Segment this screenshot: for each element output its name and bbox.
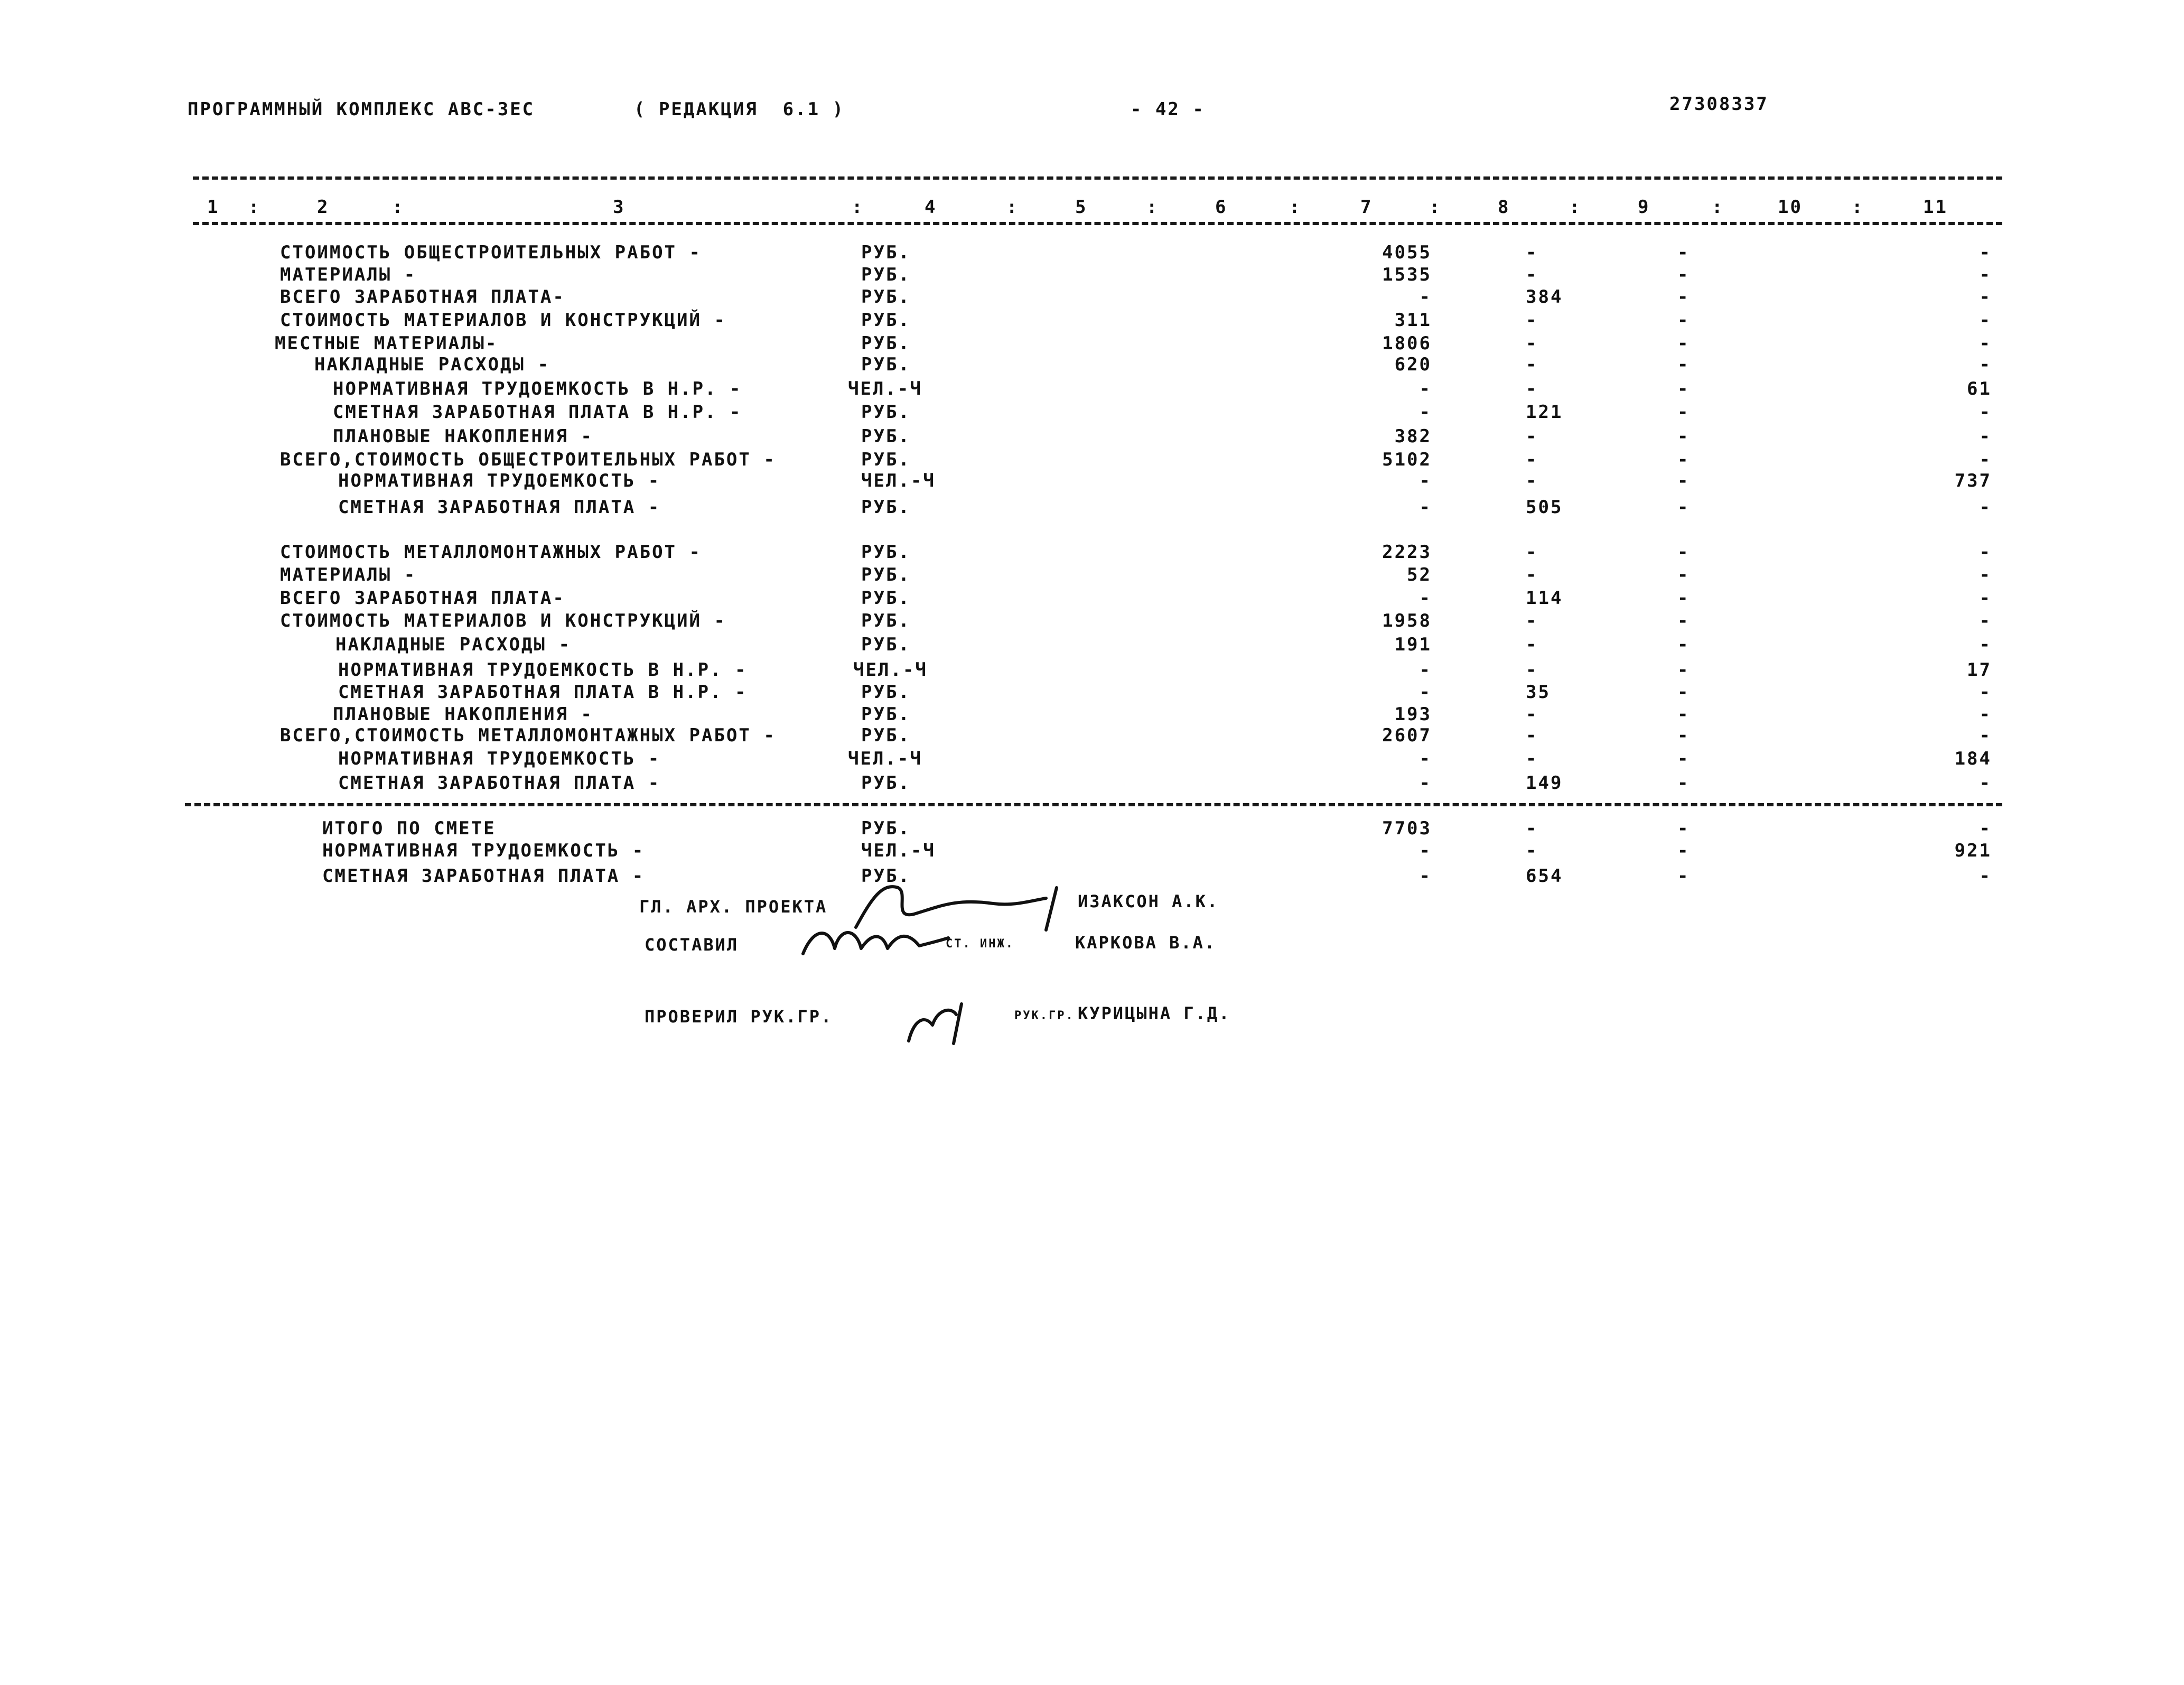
row-col11: - — [1979, 704, 1992, 725]
row-col7: 620 — [1394, 354, 1432, 375]
row-col8: - — [1526, 610, 1538, 631]
row-col7: 191 — [1394, 634, 1432, 655]
row-label: СТОИМОСТЬ МАТЕРИАЛОВ И КОНСТРУКЦИЙ - — [280, 310, 726, 331]
row-unit: РУБ. — [861, 865, 911, 887]
row-col9: - — [1677, 470, 1690, 491]
row-label: ВСЕГО,СТОИМОСТЬ ОБЩЕСТРОИТЕЛЬНЫХ РАБОТ - — [280, 449, 776, 470]
row-col8: - — [1526, 449, 1538, 470]
row-col9: - — [1677, 840, 1690, 861]
table-row — [0, 748, 2184, 771]
row-col7: 193 — [1394, 704, 1432, 725]
row-label: СМЕТНАЯ ЗАРАБОТНАЯ ПЛАТА В Н.Р. - — [338, 682, 748, 703]
table-row — [0, 865, 2184, 889]
row-col9: - — [1677, 682, 1690, 703]
row-unit: РУБ. — [861, 310, 911, 331]
row-col9: - — [1677, 772, 1690, 794]
row-col9: - — [1677, 704, 1690, 725]
row-unit: РУБ. — [861, 264, 911, 285]
row-col11: - — [1979, 242, 1992, 263]
table-row — [0, 354, 2184, 377]
row-col8: 505 — [1526, 497, 1563, 518]
row-unit: РУБ. — [861, 610, 911, 631]
row-col9: - — [1677, 264, 1690, 285]
row-col7: - — [1419, 378, 1432, 399]
row-col8: 384 — [1526, 286, 1563, 308]
row-unit: РУБ. — [861, 426, 911, 447]
row-label: ИТОГО ПО СМЕТЕ — [322, 818, 496, 839]
row-unit: ЧЕЛ.-Ч — [853, 659, 928, 681]
handwritten-signature — [903, 999, 988, 1046]
signer-role-checked: ПРОВЕРИЛ РУК.ГР. — [645, 1007, 833, 1027]
row-label: НОРМАТИВНАЯ ТРУДОЕМКОСТЬ - — [338, 470, 661, 491]
col-header-5: 5 — [1075, 197, 1088, 218]
row-label: ВСЕГО,СТОИМОСТЬ МЕТАЛЛОМОНТАЖНЫХ РАБОТ - — [280, 725, 776, 746]
row-col7: 1535 — [1382, 264, 1432, 285]
row-col9: - — [1677, 286, 1690, 308]
signer-name-checked: КУРИЦЫНА Г.Д. — [1078, 1003, 1231, 1023]
row-label: СТОИМОСТЬ ОБЩЕСТРОИТЕЛЬНЫХ РАБОТ - — [280, 242, 702, 263]
row-unit: ЧЕЛ.-Ч — [848, 748, 922, 769]
table-row — [0, 542, 2184, 565]
row-col7: - — [1419, 286, 1432, 308]
row-label: СМЕТНАЯ ЗАРАБОТНАЯ ПЛАТА В Н.Р. - — [333, 402, 742, 423]
col-header-11: 11 — [1923, 197, 1948, 218]
row-col11: - — [1979, 449, 1992, 470]
col-header-9: 9 — [1638, 197, 1650, 218]
row-col11: - — [1979, 865, 1992, 887]
col-header-sep: : — [1006, 197, 1019, 218]
row-col7: 2223 — [1382, 542, 1432, 563]
signer-name-chief-architect: ИЗАКСОН А.К. — [1078, 891, 1219, 911]
row-col7: - — [1419, 588, 1432, 609]
header-top-rule — [193, 176, 2002, 180]
row-col8: 654 — [1526, 865, 1563, 887]
row-unit: ЧЕЛ.-Ч — [861, 470, 936, 491]
row-col11: 184 — [1954, 748, 1992, 769]
row-unit: РУБ. — [861, 542, 911, 563]
table-row — [0, 286, 2184, 310]
row-col7: 4055 — [1382, 242, 1432, 263]
row-col9: - — [1677, 378, 1690, 399]
table-row — [0, 588, 2184, 611]
col-header-sep: : — [392, 197, 405, 218]
row-label: НАКЛАДНЫЕ РАСХОДЫ - — [335, 634, 571, 655]
row-col7: 311 — [1394, 310, 1432, 331]
row-col7: 1958 — [1382, 610, 1432, 631]
row-col11: - — [1979, 564, 1992, 585]
row-label: ВСЕГО ЗАРАБОТНАЯ ПЛАТА- — [280, 588, 565, 609]
row-col7: - — [1419, 865, 1432, 887]
row-col9: - — [1677, 818, 1690, 839]
row-col7: - — [1419, 682, 1432, 703]
row-col9: - — [1677, 748, 1690, 769]
row-label: СМЕТНАЯ ЗАРАБОТНАЯ ПЛАТА - — [338, 497, 661, 518]
col-header-2: 2 — [317, 197, 330, 218]
row-unit: РУБ. — [861, 402, 911, 423]
row-col11: - — [1979, 497, 1992, 518]
row-unit: ЧЕЛ.-Ч — [861, 840, 936, 861]
table-row — [0, 840, 2184, 863]
row-col11: - — [1979, 772, 1992, 794]
row-col7: - — [1419, 470, 1432, 491]
col-header-sep: : — [248, 197, 261, 218]
row-col7: 5102 — [1382, 449, 1432, 470]
row-col11: 61 — [1967, 378, 1992, 399]
signer-title-compiled: СТ. ИНЖ. — [946, 937, 1014, 951]
row-label: СМЕТНАЯ ЗАРАБОТНАЯ ПЛАТА - — [322, 865, 645, 887]
page-number: - 42 - — [1131, 99, 1205, 120]
table-row — [0, 449, 2184, 472]
row-col11: 921 — [1954, 840, 1992, 861]
row-unit: РУБ. — [861, 588, 911, 609]
row-unit: РУБ. — [861, 682, 911, 703]
row-col9: - — [1677, 426, 1690, 447]
row-col7: - — [1419, 497, 1432, 518]
program-title: ПРОГРАММНЫЙ КОМПЛЕКС АВС-3ЕС — [188, 99, 535, 120]
row-col9: - — [1677, 564, 1690, 585]
row-unit: РУБ. — [861, 333, 911, 354]
row-col7: - — [1419, 402, 1432, 423]
col-header-7: 7 — [1360, 197, 1373, 218]
row-col8: - — [1526, 242, 1538, 263]
row-col8: - — [1526, 659, 1538, 681]
row-col8: 114 — [1526, 588, 1563, 609]
row-col8: - — [1526, 748, 1538, 769]
row-label: МЕСТНЫЕ МАТЕРИАЛЫ- — [275, 333, 498, 354]
signer-role-compiled: СОСТАВИЛ — [645, 935, 739, 955]
table-row — [0, 264, 2184, 287]
table-row — [0, 659, 2184, 683]
row-col7: - — [1419, 748, 1432, 769]
col-header-4: 4 — [925, 197, 937, 218]
row-label: СТОИМОСТЬ МАТЕРИАЛОВ И КОНСТРУКЦИЙ - — [280, 610, 726, 631]
row-col11: - — [1979, 818, 1992, 839]
table-row — [0, 426, 2184, 449]
row-col9: - — [1677, 865, 1690, 887]
row-col8: - — [1526, 354, 1538, 375]
row-col7: - — [1419, 659, 1432, 681]
row-label: ПЛАНОВЫЕ НАКОПЛЕНИЯ - — [333, 704, 593, 725]
row-unit: РУБ. — [861, 354, 911, 375]
row-col11: - — [1979, 542, 1992, 563]
row-label: НОРМАТИВНАЯ ТРУДОЕМКОСТЬ В Н.Р. - — [333, 378, 742, 399]
row-unit: РУБ. — [861, 704, 911, 725]
row-col8: - — [1526, 378, 1538, 399]
table-row — [0, 242, 2184, 265]
row-col7: - — [1419, 840, 1432, 861]
row-col7: 382 — [1394, 426, 1432, 447]
table-row — [0, 682, 2184, 705]
header-bottom-rule — [193, 222, 2002, 225]
col-header-1: 1 — [207, 197, 220, 218]
row-col7: 7703 — [1382, 818, 1432, 839]
row-col11: - — [1979, 264, 1992, 285]
row-label: ПЛАНОВЫЕ НАКОПЛЕНИЯ - — [333, 426, 593, 447]
row-col9: - — [1677, 542, 1690, 563]
row-col11: - — [1979, 588, 1992, 609]
row-col7: - — [1419, 772, 1432, 794]
row-col8: - — [1526, 840, 1538, 861]
col-header-sep: : — [1289, 197, 1302, 218]
row-col8: 121 — [1526, 402, 1563, 423]
row-col8: - — [1526, 818, 1538, 839]
signer-role-chief-architect: ГЛ. АРХ. ПРОЕКТА — [639, 897, 828, 917]
table-row — [0, 333, 2184, 356]
table-row — [0, 725, 2184, 748]
row-col9: - — [1677, 333, 1690, 354]
row-col9: - — [1677, 610, 1690, 631]
document-code: 27308337 — [1669, 94, 1769, 115]
row-col9: - — [1677, 634, 1690, 655]
row-col11: - — [1979, 725, 1992, 746]
row-col9: - — [1677, 588, 1690, 609]
row-col7: 2607 — [1382, 725, 1432, 746]
row-col11: 737 — [1954, 470, 1992, 491]
col-header-sep: : — [852, 197, 864, 218]
row-col11: - — [1979, 610, 1992, 631]
row-col8: - — [1526, 725, 1538, 746]
row-col8: - — [1526, 564, 1538, 585]
row-col11: - — [1979, 286, 1992, 308]
row-unit: РУБ. — [861, 818, 911, 839]
table-row — [0, 772, 2184, 796]
row-label: МАТЕРИАЛЫ - — [280, 564, 417, 585]
col-header-sep: : — [1146, 197, 1159, 218]
row-col7: 52 — [1407, 564, 1432, 585]
edition-label: ( РЕДАКЦИЯ 6.1 ) — [634, 99, 845, 120]
row-col8: - — [1526, 310, 1538, 331]
signer-name-compiled: КАРКОВА В.А. — [1075, 933, 1217, 953]
row-col9: - — [1677, 310, 1690, 331]
row-unit: РУБ. — [861, 725, 911, 746]
row-col8: 149 — [1526, 772, 1563, 794]
row-unit: РУБ. — [861, 286, 911, 308]
row-col9: - — [1677, 497, 1690, 518]
totals-rule — [185, 803, 2002, 806]
row-col8: - — [1526, 333, 1538, 354]
col-header-10: 10 — [1778, 197, 1803, 218]
row-label: НОРМАТИВНАЯ ТРУДОЕМКОСТЬ - — [338, 748, 661, 769]
row-unit: РУБ. — [861, 449, 911, 470]
col-header-3: 3 — [613, 197, 626, 218]
row-label: СТОИМОСТЬ МЕТАЛЛОМОНТАЖНЫХ РАБОТ - — [280, 542, 702, 563]
row-label: НАКЛАДНЫЕ РАСХОДЫ - — [314, 354, 550, 375]
row-col8: - — [1526, 426, 1538, 447]
row-col8: - — [1526, 704, 1538, 725]
row-col8: - — [1526, 634, 1538, 655]
row-unit: РУБ. — [861, 242, 911, 263]
table-row — [0, 564, 2184, 588]
row-unit: РУБ. — [861, 497, 911, 518]
row-col8: - — [1526, 542, 1538, 563]
row-col8: - — [1526, 264, 1538, 285]
row-col9: - — [1677, 449, 1690, 470]
row-col9: - — [1677, 725, 1690, 746]
col-header-sep: : — [1569, 197, 1582, 218]
table-row — [0, 610, 2184, 634]
row-label: СМЕТНАЯ ЗАРАБОТНАЯ ПЛАТА - — [338, 772, 661, 794]
row-label: МАТЕРИАЛЫ - — [280, 264, 417, 285]
handwritten-signature — [798, 917, 951, 964]
row-unit: РУБ. — [861, 772, 911, 794]
table-row — [0, 402, 2184, 425]
table-row — [0, 818, 2184, 841]
table-row — [0, 497, 2184, 520]
row-label: НОРМАТИВНАЯ ТРУДОЕМКОСТЬ В Н.Р. - — [338, 659, 748, 681]
row-col8: - — [1526, 470, 1538, 491]
row-unit: РУБ. — [861, 634, 911, 655]
col-header-6: 6 — [1215, 197, 1228, 218]
row-col9: - — [1677, 659, 1690, 681]
row-unit: РУБ. — [861, 564, 911, 585]
signer-title-checked: РУК.ГР. — [1014, 1009, 1075, 1022]
row-col11: - — [1979, 634, 1992, 655]
table-row — [0, 704, 2184, 727]
row-col8: 35 — [1526, 682, 1551, 703]
row-col9: - — [1677, 242, 1690, 263]
row-col11: - — [1979, 682, 1992, 703]
table-row — [0, 634, 2184, 657]
row-col11: - — [1979, 310, 1992, 331]
table-row — [0, 470, 2184, 494]
col-header-sep: : — [1429, 197, 1442, 218]
row-label: ВСЕГО ЗАРАБОТНАЯ ПЛАТА- — [280, 286, 565, 308]
col-header-sep: : — [1712, 197, 1724, 218]
row-col9: - — [1677, 354, 1690, 375]
table-row — [0, 310, 2184, 333]
row-col11: - — [1979, 402, 1992, 423]
row-col11: 17 — [1967, 659, 1992, 681]
col-header-sep: : — [1852, 197, 1864, 218]
col-header-8: 8 — [1498, 197, 1510, 218]
table-row — [0, 378, 2184, 402]
row-label: НОРМАТИВНАЯ ТРУДОЕМКОСТЬ - — [322, 840, 645, 861]
row-col11: - — [1979, 333, 1992, 354]
row-col9: - — [1677, 402, 1690, 423]
row-col11: - — [1979, 354, 1992, 375]
row-unit: ЧЕЛ.-Ч — [848, 378, 922, 399]
row-col11: - — [1979, 426, 1992, 447]
row-col7: 1806 — [1382, 333, 1432, 354]
